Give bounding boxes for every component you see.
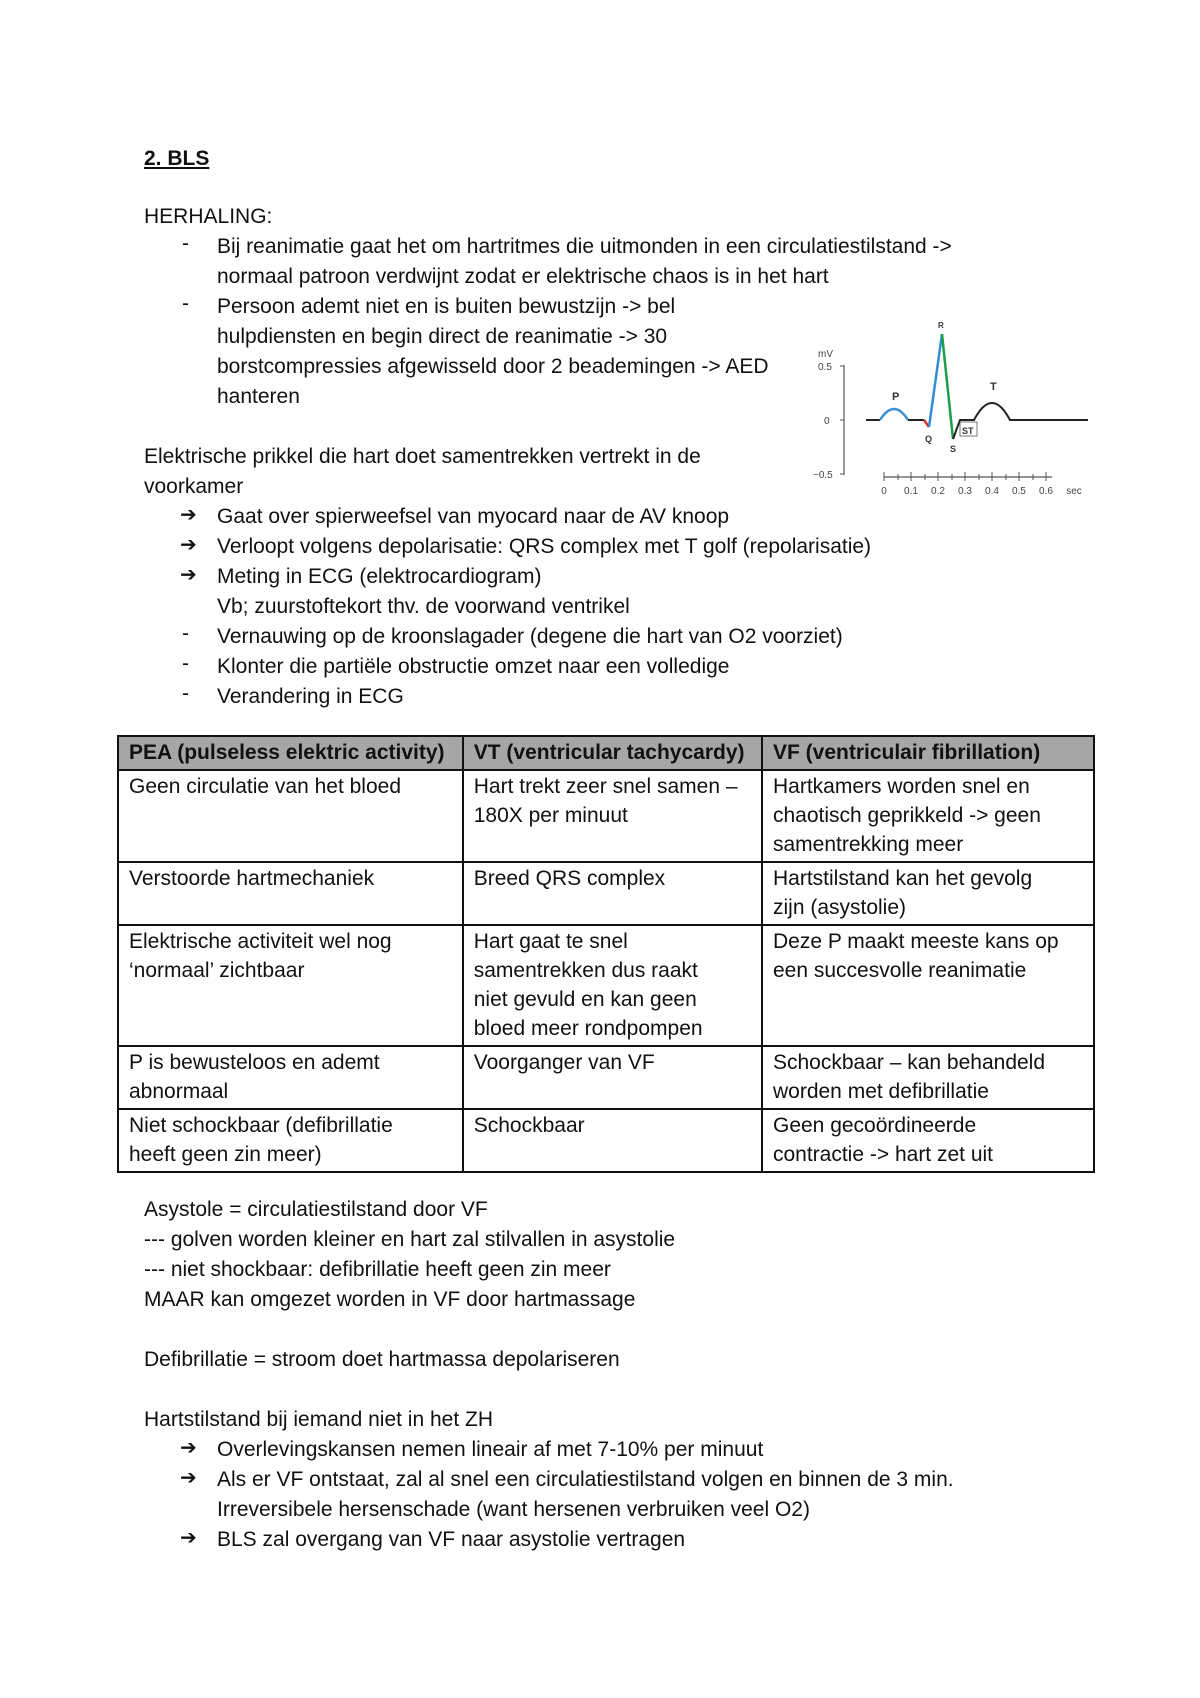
- arrow-bullet-icon: ➔: [180, 534, 197, 556]
- prikkel-dash-3: Verandering in ECG: [217, 685, 404, 708]
- defibrillatie-line: Defibrillatie = stroom doet hartmassa depolariseren: [144, 1348, 620, 1371]
- table-row: [118, 925, 1094, 1046]
- dash-bullet: -: [182, 652, 189, 675]
- hartstilstand-arrow-2-line-1: Als er VF ontstaat, zal al snel een circulatiestilstand volgen en binnen de 3 min.: [217, 1468, 954, 1491]
- ecg-y-tick-3: −0.5: [813, 470, 833, 481]
- asystole-line-3: --- niet shockbaar: defibrillatie heeft geen zin meer: [144, 1258, 611, 1281]
- arrow-bullet-icon: ➔: [180, 564, 197, 586]
- dash-bullet: -: [182, 292, 189, 315]
- ecg-label-q: Q: [925, 434, 933, 444]
- cell-line: een succesvolle reanimatie: [772, 959, 1027, 982]
- cell-line: zijn (asystolie): [772, 896, 907, 919]
- cell-line: Niet schockbaar (defibrillatie: [129, 1114, 393, 1137]
- herhaling-title: HERHALING:: [144, 205, 273, 228]
- cell-line: chaotisch geprikkeld -> geen: [772, 804, 1041, 827]
- ecg-y-tick-2: 0: [824, 416, 830, 427]
- ecg-p-wave: [880, 409, 908, 420]
- table-cell: [118, 1109, 463, 1172]
- cell-line: Hartstilstand kan het gevolg: [772, 867, 1033, 890]
- header-vf: VF (ventriculair fibrillation): [762, 736, 1094, 770]
- cell-line: Hart trekt zeer snel samen –: [473, 775, 738, 798]
- asystole-line-4: MAAR kan omgezet worden in VF door hartmassage: [144, 1288, 636, 1311]
- cell-line: Schockbaar – kan behandeld: [772, 1051, 1046, 1074]
- ecg-x-tick-label: 0: [881, 486, 887, 497]
- table-cell: [118, 770, 463, 862]
- table-cell: [762, 862, 1094, 925]
- ecg-r-downstroke: [942, 334, 953, 439]
- table-cell: [762, 1109, 1094, 1172]
- rhythm-comparison-table: [117, 735, 1095, 1173]
- table-cell: [463, 1046, 762, 1109]
- table-cell: [463, 770, 762, 862]
- ecg-label-r: R: [938, 321, 944, 330]
- section-heading: 2. BLS: [144, 147, 210, 170]
- ecg-x-tick-label: 0.6: [1039, 486, 1053, 497]
- cell-line: niet gevuld en kan geen: [473, 988, 697, 1011]
- cell-line: Verstoorde hartmechaniek: [129, 867, 375, 890]
- table-cell: [118, 925, 463, 1046]
- ecg-x-tick-label: 0.3: [958, 486, 972, 497]
- arrow-bullet-icon: ➔: [180, 1467, 197, 1489]
- herhaling-item-2-line-2: hulpdiensten en begin direct de reanimatie -> 30: [217, 325, 668, 348]
- hartstilstand-title: Hartstilstand bij iemand niet in het ZH: [144, 1408, 493, 1431]
- header-pea: PEA (pulseless elektric activity): [118, 736, 463, 770]
- table-cell: [118, 862, 463, 925]
- hartstilstand-arrow-1: Overlevingskansen nemen lineair af met 7-10% per minuut: [217, 1438, 764, 1461]
- cell-line: samentrekking meer: [772, 833, 964, 856]
- cell-line: Geen gecoördineerde: [772, 1114, 977, 1137]
- cell-line: P is bewusteloos en ademt: [129, 1051, 380, 1074]
- dash-bullet: -: [182, 232, 189, 255]
- table-cell: [762, 925, 1094, 1046]
- table-row: [118, 1109, 1094, 1172]
- prikkel-intro-line-2: voorkamer: [144, 475, 244, 498]
- herhaling-item-2-line-4: hanteren: [217, 385, 300, 408]
- cell-line: samentrekken dus raakt: [473, 959, 698, 982]
- cell-line: Hartkamers worden snel en: [772, 775, 1030, 798]
- ecg-r-upstroke: [929, 334, 942, 427]
- cell-line: Schockbaar: [473, 1114, 585, 1137]
- table-cell: [118, 1046, 463, 1109]
- table-cell: [463, 1109, 762, 1172]
- asystole-line-2: --- golven worden kleiner en hart zal stilvallen in asystolie: [144, 1228, 676, 1251]
- prikkel-arrow-3-line-2: Vb; zuurstoftekort thv. de voorwand ventrikel: [217, 595, 630, 618]
- cell-line: Deze P maakt meeste kans op: [772, 930, 1059, 953]
- table-row: [118, 862, 1094, 925]
- arrow-bullet-icon: ➔: [180, 504, 197, 526]
- cell-line: ‘normaal’ zichtbaar: [129, 959, 305, 982]
- ecg-x-tick-label: 0.4: [985, 486, 999, 497]
- prikkel-arrow-1: Gaat over spierweefsel van myocard naar de AV knoop: [217, 505, 730, 528]
- cell-line: abnormaal: [129, 1080, 229, 1103]
- arrow-bullet-icon: ➔: [180, 1437, 197, 1459]
- prikkel-dash-1: Vernauwing op de kroonslagader (degene die hart van O2 voorziet): [217, 625, 843, 648]
- hartstilstand-arrow-3: BLS zal overgang van VF naar asystolie vertragen: [217, 1528, 686, 1551]
- table-cell: [463, 925, 762, 1046]
- cell-line: heeft geen zin meer): [129, 1143, 322, 1166]
- herhaling-item-1-line-2: normaal patroon verdwijnt zodat er elektrische chaos is in het hart: [217, 265, 829, 288]
- ecg-y-tick-1: 0.5: [818, 362, 832, 373]
- table-row: [118, 1046, 1094, 1109]
- cell-line: Breed QRS complex: [473, 867, 666, 890]
- header-vt: VT (ventricular tachycardy): [463, 736, 762, 770]
- cell-line: 180X per minuut: [473, 804, 628, 827]
- prikkel-intro-line-1: Elektrische prikkel die hart doet samentrekken vertrekt in de: [144, 445, 701, 468]
- ecg-x-unit: sec: [1066, 486, 1082, 497]
- dash-bullet: -: [182, 622, 189, 645]
- cell-line: bloed meer rondpompen: [473, 1017, 703, 1040]
- arrow-bullet-icon: ➔: [180, 1527, 197, 1549]
- table-cell: [762, 770, 1094, 862]
- prikkel-arrow-3-line-1: Meting in ECG (elektrocardiogram): [217, 565, 542, 588]
- hartstilstand-arrow-2-line-2: Irreversibele hersenschade (want hersenen verbruiken veel O2): [217, 1498, 810, 1521]
- table-cell: [762, 1046, 1094, 1109]
- cell-line: contractie -> hart zet uit: [772, 1143, 994, 1166]
- cell-line: Elektrische activiteit wel nog: [129, 930, 392, 953]
- ecg-label-s: S: [950, 444, 957, 454]
- ecg-waveform-figure: [810, 310, 1100, 505]
- cell-line: Geen circulatie van het bloed: [129, 775, 402, 798]
- cell-line: worden met defibrillatie: [772, 1080, 989, 1103]
- herhaling-item-2-line-3: borstcompressies afgewisseld door 2 beademingen -> AED: [217, 355, 769, 378]
- cell-line: Voorganger van VF: [473, 1051, 655, 1074]
- herhaling-item-2-line-1: Persoon ademt niet en is buiten bewustzijn -> bel: [217, 295, 676, 318]
- table-cell: [463, 862, 762, 925]
- ecg-x-tick-label: 0.5: [1012, 486, 1026, 497]
- ecg-label-st: ST: [962, 426, 974, 436]
- prikkel-arrow-2: Verloopt volgens depolarisatie: QRS complex met T golf (repolarisatie): [217, 535, 872, 558]
- ecg-label-p: P: [892, 391, 900, 403]
- table-row: [118, 770, 1094, 862]
- cell-line: Hart gaat te snel: [473, 930, 628, 953]
- ecg-label-t: T: [990, 381, 997, 393]
- prikkel-dash-2: Klonter die partiële obstructie omzet naar een volledige: [217, 655, 730, 678]
- table-header-row: [118, 736, 1094, 770]
- ecg-x-tick-label: 0.1: [904, 486, 918, 497]
- herhaling-item-1-line-1: Bij reanimatie gaat het om hartritmes die uitmonden in een circulatiestilstand ->: [217, 235, 952, 258]
- ecg-x-tick-label: 0.2: [931, 486, 945, 497]
- asystole-line-1: Asystole = circulatiestilstand door VF: [144, 1198, 488, 1221]
- ecg-y-unit: mV: [818, 349, 833, 360]
- dash-bullet: -: [182, 682, 189, 705]
